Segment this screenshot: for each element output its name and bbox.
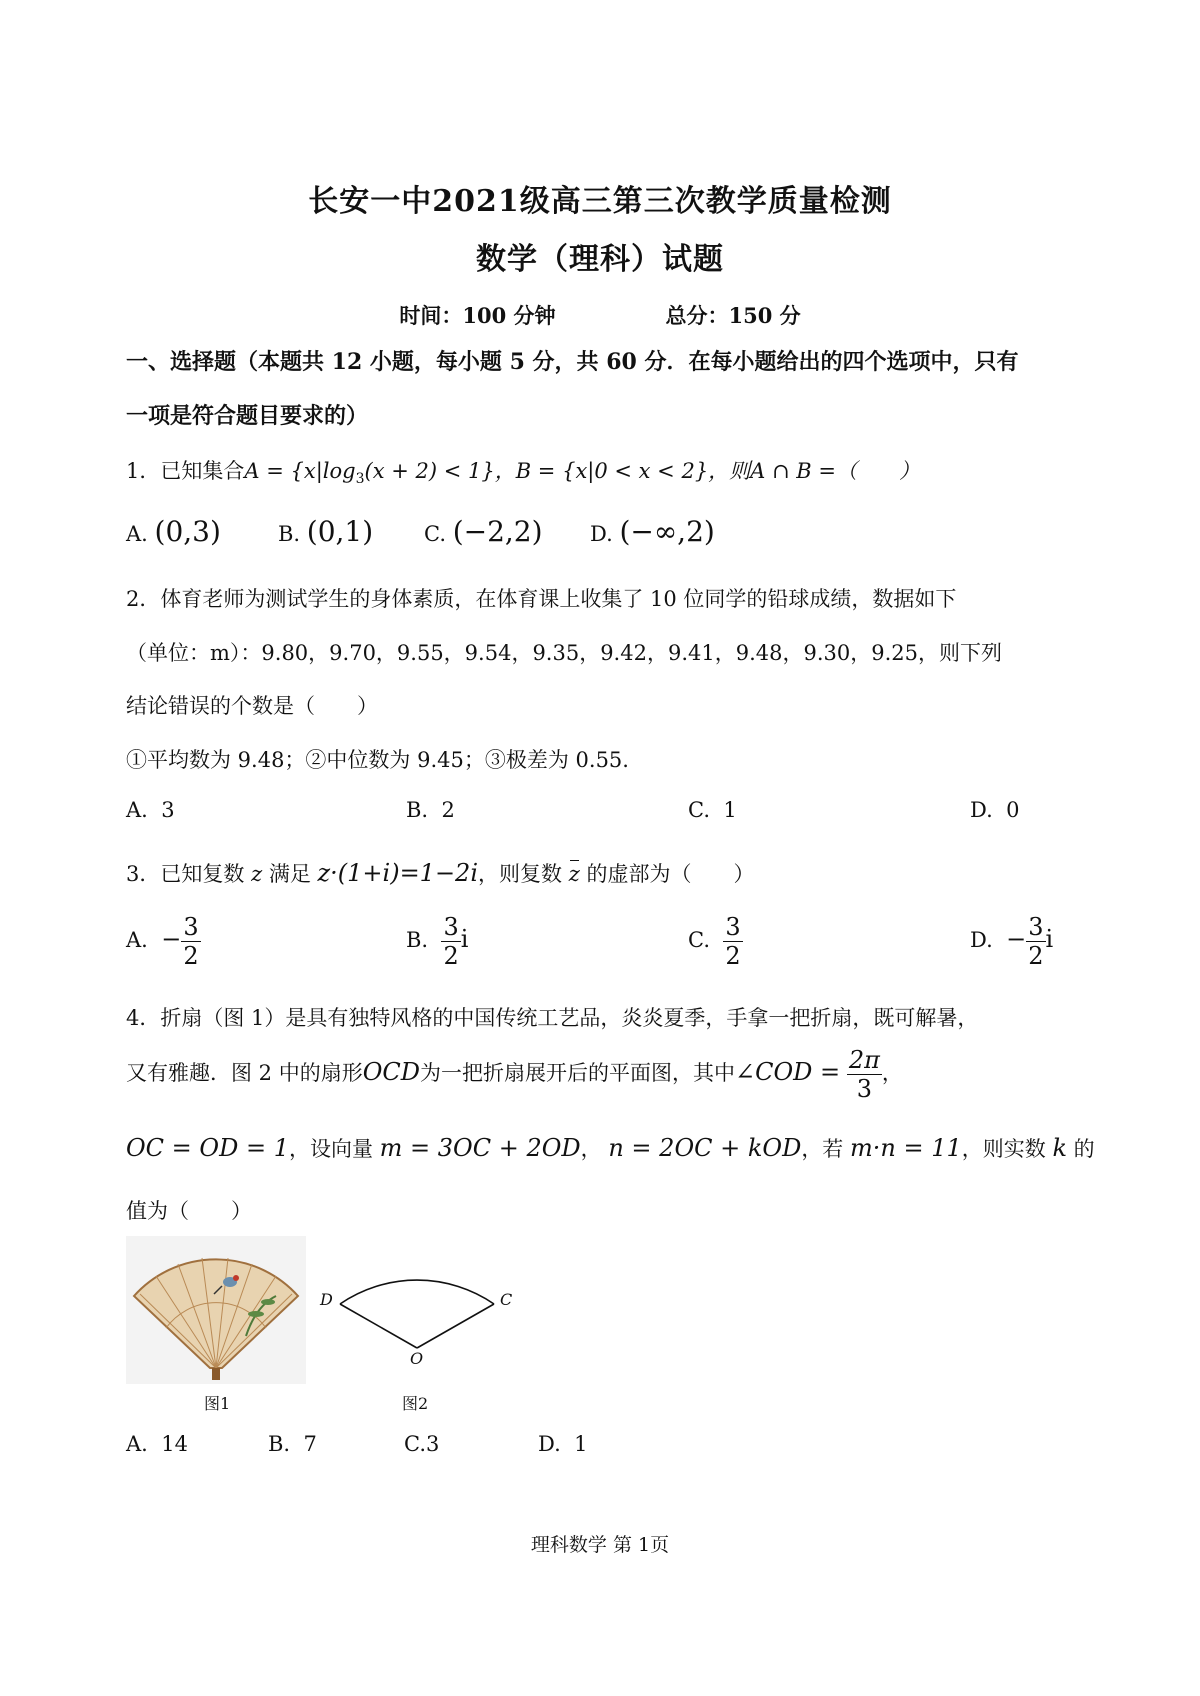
question-1-option-d[interactable]: D. (−∞,2) bbox=[590, 515, 715, 548]
point-o-label: O bbox=[410, 1349, 424, 1368]
question-4-option-b[interactable]: B. 7 bbox=[268, 1432, 317, 1456]
point-d-label: D bbox=[320, 1290, 333, 1309]
question-4-line2: 又有雅趣．图 2 中的扇形OCD为一把折扇展开后的平面图，其中∠COD = $\frac{2\pi}{3}$ ， bbox=[126, 1046, 903, 1103]
question-2-line2: （单位：m）：9.80，9.70，9.55，9.54，9.35，9.42，9.41，9.48，9.30，9.25，则下列 bbox=[126, 641, 1002, 665]
question-4-line4: 值为（ ） bbox=[126, 1199, 252, 1223]
question-2-option-d[interactable]: D. 0 bbox=[970, 798, 1020, 822]
question-3-option-a[interactable]: A. − $\frac{3}{2}$ bbox=[126, 913, 199, 970]
exam-meta bbox=[0, 300, 1200, 330]
question-1-option-c[interactable]: C. (−2,2) bbox=[424, 515, 543, 548]
folding-fan-image bbox=[126, 1236, 306, 1384]
question-1-option-a[interactable]: A. (0,3) bbox=[126, 515, 221, 548]
question-2-line3: 结论错误的个数是（ ） bbox=[126, 694, 378, 718]
section-heading-line1: 一、选择题（本题共 12 小题，每小题 5 分，共 60 分．在每小题给出的四个选项中，只有 bbox=[126, 349, 1019, 375]
figure-1-caption: 图1 bbox=[204, 1394, 231, 1413]
z-conjugate: z bbox=[568, 862, 580, 886]
score-label: 总分：150 分 bbox=[665, 303, 801, 328]
question-3-stem: 3．已知复数 z 满足 z·(1+i)=1−2i，则复数 z 的虚部为（ ） bbox=[126, 859, 755, 887]
fan-illustration bbox=[126, 1236, 306, 1384]
question-2-option-c[interactable]: C. 1 bbox=[688, 798, 737, 822]
question-2-line1: 2．体育老师为测试学生的身体素质，在体育课上收集了 10 位同学的铅球成绩，数据如下 bbox=[126, 587, 957, 611]
fraction: $\frac{3}{2}$ bbox=[443, 913, 459, 970]
question-3-option-c[interactable]: C. $\frac{3}{2}$ bbox=[688, 913, 741, 970]
question-2-option-b[interactable]: B. 2 bbox=[406, 798, 455, 822]
page-footer: 理科数学 第 1页 bbox=[530, 1534, 670, 1556]
question-1-option-b[interactable]: B. (0,1) bbox=[278, 515, 374, 548]
question-4-line1: 4．折扇（图 1）是具有独特风格的中国传统工艺品，炎炎夏季，手拿一把折扇，既可解暑， bbox=[126, 1006, 979, 1030]
question-1-stem: 1．已知集合$A = \{x|\log_3(x + 2) < 1\}$，B = {x|0 < x < 2}，则A ∩ B =（ ） bbox=[126, 459, 920, 488]
figure-2-caption: 图2 bbox=[402, 1394, 429, 1413]
vector-m-equation: m = 3OC + 2OD bbox=[379, 1134, 581, 1162]
question-4-line3: OC = OD = 1，设向量 m = 3OC + 2OD， n = 2OC + kOD，若 m·n = 11，则实数 k 的 bbox=[126, 1134, 1095, 1162]
question-4-option-a[interactable]: A. 14 bbox=[126, 1432, 188, 1456]
point-c-label: C bbox=[500, 1290, 513, 1309]
vector-n-equation: n = 2OC + kOD bbox=[608, 1134, 802, 1162]
fraction: $\frac{3}{2}$ bbox=[183, 913, 199, 970]
angle-fraction: $\frac{2\pi}{3}$ bbox=[848, 1046, 880, 1103]
section-heading-line2: 一项是符合题目要求的） bbox=[126, 403, 369, 429]
question-2-option-a[interactable]: A. 3 bbox=[126, 798, 175, 822]
exam-subtitle: 数学（理科）试题 bbox=[476, 242, 724, 277]
question-4-option-d[interactable]: D. 1 bbox=[538, 1432, 588, 1456]
exam-title: 长安一中2021级高三第三次教学质量检测 bbox=[308, 184, 892, 219]
fraction: $\frac{3}{2}$ bbox=[725, 913, 741, 970]
time-label: 时间：100 分钟 bbox=[399, 303, 556, 328]
question-4-option-c[interactable]: C.3 bbox=[404, 1432, 440, 1456]
question-3-option-b[interactable]: B. $\frac{3}{2}$ i bbox=[406, 913, 469, 970]
question-3-option-d[interactable]: D. − $\frac{3}{2}$ i bbox=[970, 913, 1054, 970]
question-2-statements: ①平均数为 9.48；②中位数为 9.45；③极差为 0.55. bbox=[126, 748, 629, 772]
fraction: $\frac{3}{2}$ bbox=[1028, 913, 1044, 970]
